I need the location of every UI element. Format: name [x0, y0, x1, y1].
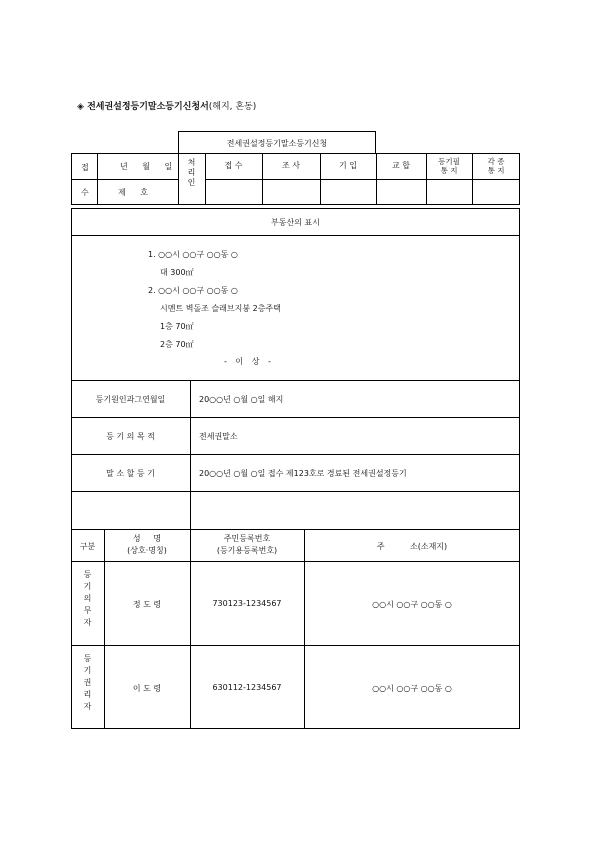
property-line: 2층 70㎡ — [160, 340, 194, 349]
receipt-jeop: 접 — [81, 163, 89, 172]
col-jeopsu: 접 수 — [224, 161, 243, 170]
parties-address-header: 주 소(소재지) — [376, 542, 448, 551]
party-address: ○○시 ○○구 ○○동 ○ — [372, 684, 452, 693]
receipt-date-label: 년 월 일 — [120, 162, 179, 171]
detail-label: 등 기 의 목 적 — [106, 432, 155, 441]
detail-value: 전세권말소 — [199, 432, 238, 441]
page-title — [77, 99, 256, 112]
party-name: 정 도 령 — [132, 600, 162, 609]
party-id: 730123-1234567 — [212, 599, 282, 608]
receipt-header — [178, 131, 376, 154]
party-name: 이 도 령 — [132, 684, 162, 693]
property-line: 2. ○○시 ○○구 ○○동 ○ — [148, 286, 238, 295]
property-line: 시멘트 벽돌조 슬래브지붕 2층주택 — [160, 304, 281, 313]
parties-id-header: 주민등록번호 (등기용등록번호) — [216, 534, 278, 555]
col-gyohap: 교 합 — [392, 161, 410, 170]
col-josa: 조 사 — [282, 161, 300, 170]
detail-value: 20○○년 ○월 ○일 해지 — [199, 395, 284, 404]
property-line: 대 300㎡ — [160, 268, 194, 277]
party-role: 등기권리자 — [83, 654, 92, 714]
detail-label: 등기원인과그연월일 — [95, 395, 166, 404]
col-giip: 기 입 — [339, 161, 357, 170]
receipt-header-text: 전세권설정등기말소등기신청 — [226, 139, 328, 148]
property-title: 부동산의 표시 — [271, 218, 320, 227]
property-line: - 이 상 - — [224, 357, 274, 366]
parties-gubun-header: 구분 — [79, 542, 96, 551]
col-deunggipil: 등기필 통 지 — [438, 156, 460, 175]
party-role: 등기의무자 — [83, 570, 92, 630]
parties-name-header: 성 명 (상호·명칭) — [127, 534, 167, 555]
receipt-number-label: 제 호 — [118, 188, 154, 197]
title-subtitle: (해지, 혼동) — [208, 102, 257, 112]
property-line: 1층 70㎡ — [160, 322, 194, 331]
detail-value: 20○○년 ○월 ○일 접수 제123호로 경료된 전세권설정등기 — [199, 469, 407, 478]
col-gakjong: 각 종 통 지 — [487, 156, 505, 175]
receipt-su: 수 — [81, 188, 89, 197]
diamond-icon: ◈ — [77, 102, 84, 112]
property-line: 1. ○○시 ○○구 ○○동 ○ — [148, 250, 238, 259]
party-address: ○○시 ○○구 ○○동 ○ — [372, 600, 452, 609]
detail-label: 말 소 할 등 기 — [106, 469, 155, 478]
title-text: 전세권설정등기말소등기신청서 — [87, 102, 209, 112]
party-id: 630112-1234567 — [212, 683, 282, 692]
receipt-process-label: 처리인 — [187, 158, 196, 188]
